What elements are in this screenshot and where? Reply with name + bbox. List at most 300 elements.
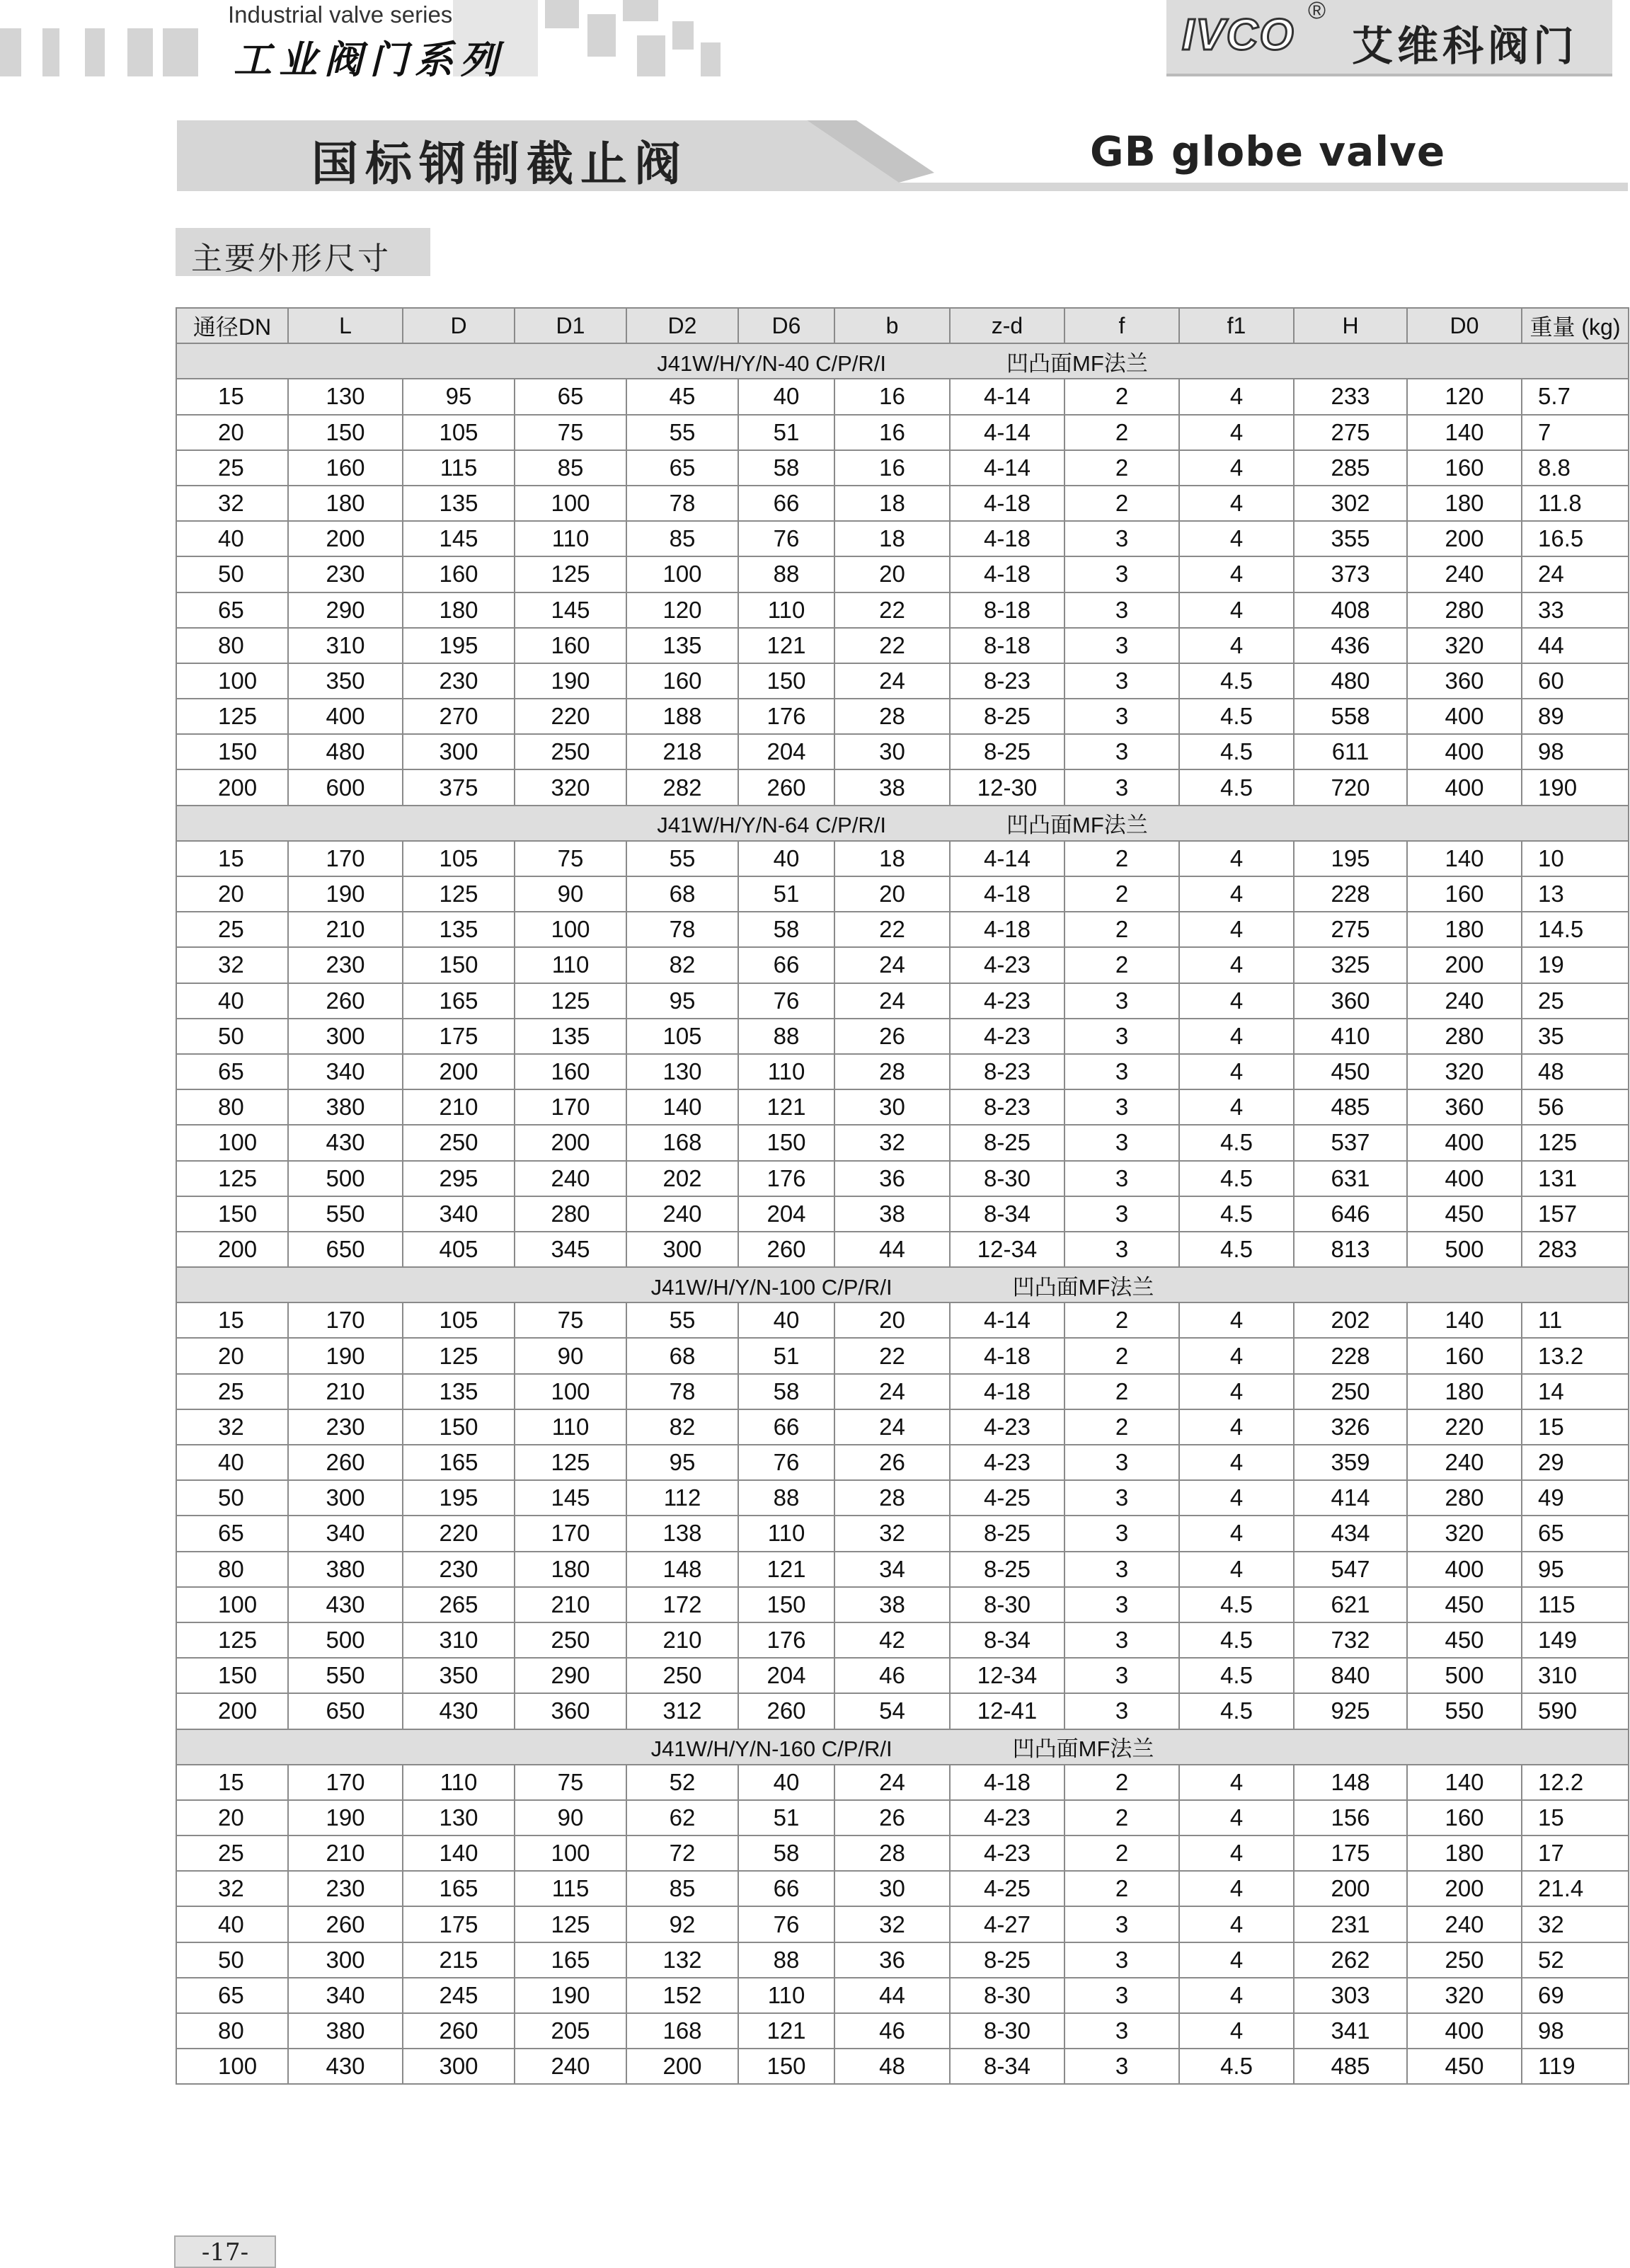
- table-cell: 13: [1522, 876, 1629, 912]
- table-row: [176, 415, 1629, 450]
- group-header-row: [176, 1729, 1629, 1765]
- table-cell: 400: [1407, 1125, 1522, 1160]
- table-cell: 112: [626, 1480, 738, 1516]
- table-cell: 150: [738, 663, 834, 699]
- table-cell: 32: [176, 1871, 288, 1906]
- table-cell: 180: [1407, 912, 1522, 947]
- table-cell: 115: [1522, 1587, 1629, 1622]
- table-cell: 4: [1179, 841, 1294, 876]
- table-cell: 4.5: [1179, 699, 1294, 734]
- table-cell: 240: [515, 2049, 626, 2084]
- table-cell: 2: [1064, 1871, 1179, 1906]
- table-cell: 8-23: [950, 663, 1064, 699]
- page-title-en: GB globe valve: [1090, 127, 1446, 176]
- table-cell: 125: [403, 1338, 515, 1373]
- table-row: [176, 1302, 1629, 1338]
- dimension-table: [176, 307, 1629, 2085]
- table-row: [176, 592, 1629, 628]
- table-row: [176, 1019, 1629, 1054]
- table-cell: 12-41: [950, 1693, 1064, 1729]
- table-cell: 66: [738, 947, 834, 983]
- column-header: 通径DN: [176, 308, 288, 343]
- table-cell: 76: [738, 983, 834, 1019]
- table-row: [176, 1232, 1629, 1267]
- table-cell: 110: [515, 521, 626, 556]
- table-cell: 38: [834, 1587, 950, 1622]
- table-cell: 55: [626, 841, 738, 876]
- table-cell: 4.5: [1179, 1161, 1294, 1196]
- table-cell: 119: [1522, 2049, 1629, 2084]
- table-cell: 3: [1064, 1054, 1179, 1089]
- table-cell: 150: [176, 1196, 288, 1232]
- table-cell: 148: [626, 1552, 738, 1587]
- table-cell: 157: [1522, 1196, 1629, 1232]
- table-cell: 3: [1064, 1622, 1179, 1658]
- table-row: [176, 1552, 1629, 1587]
- table-cell: 480: [288, 734, 403, 769]
- table-cell: 160: [403, 556, 515, 592]
- table-cell: 220: [515, 699, 626, 734]
- table-cell: 320: [1407, 1516, 1522, 1551]
- table-cell: 100: [515, 486, 626, 521]
- table-cell: 76: [738, 1906, 834, 1942]
- column-header: L: [288, 308, 403, 343]
- table-cell: 4-18: [950, 1374, 1064, 1409]
- table-row: [176, 1906, 1629, 1942]
- group-header-row: [176, 343, 1629, 379]
- table-cell: 150: [738, 1125, 834, 1160]
- table-row: [176, 1658, 1629, 1693]
- table-cell: 190: [288, 1800, 403, 1835]
- table-cell: 4-14: [950, 415, 1064, 450]
- table-cell: 25: [1522, 983, 1629, 1019]
- table-cell: 340: [403, 1196, 515, 1232]
- table-cell: 345: [515, 1232, 626, 1267]
- table-cell: 262: [1294, 1942, 1407, 1978]
- group-header-cell: [176, 806, 1629, 841]
- table-cell: 135: [626, 628, 738, 663]
- table-cell: 215: [403, 1942, 515, 1978]
- registered-mark: ®: [1308, 0, 1326, 24]
- table-cell: 24: [834, 663, 950, 699]
- table-cell: 8-18: [950, 628, 1064, 663]
- table-cell: 26: [834, 1019, 950, 1054]
- table-cell: 12-34: [950, 1658, 1064, 1693]
- table-cell: 4: [1179, 1480, 1294, 1516]
- page-number: -17-: [201, 2238, 249, 2267]
- table-cell: 4.5: [1179, 1587, 1294, 1622]
- table-cell: 4: [1179, 592, 1294, 628]
- table-cell: 121: [738, 1089, 834, 1125]
- table-cell: 170: [515, 1516, 626, 1551]
- table-cell: 85: [626, 521, 738, 556]
- table-cell: 4-23: [950, 1835, 1064, 1871]
- table-row: [176, 521, 1629, 556]
- table-cell: 72: [626, 1835, 738, 1871]
- table-cell: 260: [288, 983, 403, 1019]
- table-cell: 51: [738, 1800, 834, 1835]
- table-cell: 150: [176, 734, 288, 769]
- table-row: [176, 379, 1629, 414]
- table-cell: 3: [1064, 2049, 1179, 2084]
- table-cell: 131: [1522, 1161, 1629, 1196]
- table-cell: 150: [403, 947, 515, 983]
- table-cell: 58: [738, 1835, 834, 1871]
- table-cell: 120: [626, 592, 738, 628]
- group-model: J41W/H/Y/N-100 C/P/R/I: [650, 1274, 893, 1300]
- table-cell: 4: [1179, 1019, 1294, 1054]
- table-cell: 414: [1294, 1480, 1407, 1516]
- table-cell: 50: [176, 556, 288, 592]
- table-cell: 180: [1407, 1835, 1522, 1871]
- table-cell: 537: [1294, 1125, 1407, 1160]
- table-cell: 4: [1179, 1445, 1294, 1480]
- table-cell: 65: [176, 1516, 288, 1551]
- table-cell: 550: [288, 1658, 403, 1693]
- table-cell: 360: [1407, 1089, 1522, 1125]
- table-cell: 380: [288, 1089, 403, 1125]
- table-row: [176, 769, 1629, 805]
- table-cell: 200: [176, 769, 288, 805]
- table-cell: 4.5: [1179, 1622, 1294, 1658]
- table-cell: 3: [1064, 983, 1179, 1019]
- table-cell: 80: [176, 1089, 288, 1125]
- table-cell: 359: [1294, 1445, 1407, 1480]
- table-cell: 68: [626, 876, 738, 912]
- table-cell: 200: [1407, 521, 1522, 556]
- table-cell: 32: [834, 1906, 950, 1942]
- table-cell: 56: [1522, 1089, 1629, 1125]
- table-cell: 60: [1522, 663, 1629, 699]
- table-cell: 2: [1064, 912, 1179, 947]
- table-cell: 150: [176, 1658, 288, 1693]
- table-cell: 4: [1179, 2013, 1294, 2049]
- table-cell: 100: [176, 663, 288, 699]
- page-title-cn: 国标钢制截止阀: [311, 137, 688, 191]
- table-cell: 51: [738, 415, 834, 450]
- table-cell: 240: [1407, 1906, 1522, 1942]
- table-cell: 65: [176, 592, 288, 628]
- table-cell: 405: [403, 1232, 515, 1267]
- table-cell: 75: [515, 1302, 626, 1338]
- table-cell: 4.5: [1179, 734, 1294, 769]
- column-header: 重量 (kg): [1522, 308, 1629, 343]
- table-cell: 550: [1407, 1693, 1522, 1729]
- table-cell: 4: [1179, 1516, 1294, 1551]
- group-flange: 凹凸面MF法兰: [1006, 350, 1148, 376]
- table-cell: 88: [738, 1942, 834, 1978]
- table-cell: 310: [403, 1622, 515, 1658]
- table-cell: 24: [1522, 556, 1629, 592]
- table-cell: 430: [288, 1125, 403, 1160]
- table-cell: 2: [1064, 1409, 1179, 1445]
- table-cell: 8-30: [950, 2013, 1064, 2049]
- table-cell: 558: [1294, 699, 1407, 734]
- table-cell: 4: [1179, 556, 1294, 592]
- table-cell: 380: [288, 2013, 403, 2049]
- table-cell: 51: [738, 1338, 834, 1373]
- table-cell: 4: [1179, 1871, 1294, 1906]
- table-cell: 36: [834, 1942, 950, 1978]
- table-cell: 4-18: [950, 1765, 1064, 1800]
- table-cell: 195: [403, 628, 515, 663]
- table-cell: 65: [1522, 1516, 1629, 1551]
- table-cell: 30: [834, 1089, 950, 1125]
- table-cell: 2: [1064, 486, 1179, 521]
- table-cell: 3: [1064, 1942, 1179, 1978]
- table-cell: 160: [515, 628, 626, 663]
- table-cell: 205: [515, 2013, 626, 2049]
- table-cell: 2: [1064, 1835, 1179, 1871]
- table-cell: 138: [626, 1516, 738, 1551]
- table-cell: 22: [834, 628, 950, 663]
- table-cell: 98: [1522, 734, 1629, 769]
- table-cell: 380: [288, 1552, 403, 1587]
- table-cell: 8-25: [950, 1125, 1064, 1160]
- table-cell: 400: [1407, 2013, 1522, 2049]
- series-title-cn: 工业阀门系列: [234, 37, 505, 82]
- table-cell: 20: [834, 1302, 950, 1338]
- table-cell: 300: [288, 1019, 403, 1054]
- table-cell: 58: [738, 450, 834, 486]
- table-cell: 33: [1522, 592, 1629, 628]
- table-cell: 4: [1179, 1409, 1294, 1445]
- table-cell: 15: [176, 1302, 288, 1338]
- table-cell: 176: [738, 1161, 834, 1196]
- table-cell: 4: [1179, 628, 1294, 663]
- table-cell: 231: [1294, 1906, 1407, 1942]
- table-cell: 4: [1179, 521, 1294, 556]
- table-cell: 340: [288, 1516, 403, 1551]
- table-cell: 200: [1294, 1871, 1407, 1906]
- table-cell: 260: [288, 1445, 403, 1480]
- table-cell: 172: [626, 1587, 738, 1622]
- table-cell: 28: [834, 1054, 950, 1089]
- table-cell: 200: [176, 1693, 288, 1729]
- table-cell: 200: [626, 2049, 738, 2084]
- table-cell: 4-23: [950, 947, 1064, 983]
- table-cell: 4: [1179, 486, 1294, 521]
- table-cell: 90: [515, 1800, 626, 1835]
- table-cell: 350: [288, 663, 403, 699]
- table-cell: 373: [1294, 556, 1407, 592]
- table-cell: 4: [1179, 1089, 1294, 1125]
- table-cell: 18: [834, 486, 950, 521]
- table-cell: 4: [1179, 379, 1294, 414]
- table-cell: 130: [626, 1054, 738, 1089]
- table-cell: 3: [1064, 1552, 1179, 1587]
- table-cell: 32: [834, 1516, 950, 1551]
- table-cell: 3: [1064, 663, 1179, 699]
- table-cell: 160: [515, 1054, 626, 1089]
- table-cell: 35: [1522, 1019, 1629, 1054]
- table-cell: 230: [288, 1871, 403, 1906]
- table-cell: 49: [1522, 1480, 1629, 1516]
- table-cell: 300: [288, 1480, 403, 1516]
- table-cell: 190: [515, 1978, 626, 2013]
- table-cell: 29: [1522, 1445, 1629, 1480]
- table-cell: 500: [1407, 1232, 1522, 1267]
- table-cell: 62: [626, 1800, 738, 1835]
- table-row: [176, 1942, 1629, 1978]
- table-cell: 4.5: [1179, 1196, 1294, 1232]
- table-cell: 66: [738, 1409, 834, 1445]
- table-cell: 240: [1407, 556, 1522, 592]
- table-cell: 4: [1179, 947, 1294, 983]
- table-cell: 3: [1064, 699, 1179, 734]
- group-model: J41W/H/Y/N-40 C/P/R/I: [657, 350, 887, 376]
- table-cell: 52: [1522, 1942, 1629, 1978]
- table-cell: 4-18: [950, 556, 1064, 592]
- table-cell: 40: [738, 1302, 834, 1338]
- table-cell: 45: [626, 379, 738, 414]
- table-cell: 100: [176, 1125, 288, 1160]
- table-cell: 360: [515, 1693, 626, 1729]
- table-cell: 32: [176, 1409, 288, 1445]
- table-cell: 135: [515, 1019, 626, 1054]
- table-cell: 160: [288, 450, 403, 486]
- table-cell: 140: [1407, 415, 1522, 450]
- table-cell: 55: [626, 1302, 738, 1338]
- table-cell: 165: [403, 983, 515, 1019]
- table-cell: 95: [1522, 1552, 1629, 1587]
- table-cell: 2: [1064, 1800, 1179, 1835]
- table-cell: 140: [403, 1835, 515, 1871]
- table-cell: 4: [1179, 1552, 1294, 1587]
- table-cell: 44: [1522, 628, 1629, 663]
- table-row: [176, 663, 1629, 699]
- table-cell: 310: [288, 628, 403, 663]
- table-cell: 408: [1294, 592, 1407, 628]
- table-cell: 285: [1294, 450, 1407, 486]
- table-cell: 230: [403, 1552, 515, 1587]
- table-cell: 4: [1179, 1835, 1294, 1871]
- table-cell: 3: [1064, 1978, 1179, 2013]
- table-cell: 4-14: [950, 841, 1064, 876]
- table-cell: 3: [1064, 1516, 1179, 1551]
- table-cell: 78: [626, 1374, 738, 1409]
- table-cell: 204: [738, 1196, 834, 1232]
- column-header: D0: [1407, 308, 1522, 343]
- table-cell: 4: [1179, 1765, 1294, 1800]
- table-cell: 180: [515, 1552, 626, 1587]
- table-cell: 450: [1294, 1054, 1407, 1089]
- table-cell: 500: [288, 1622, 403, 1658]
- table-cell: 125: [403, 876, 515, 912]
- group-model: J41W/H/Y/N-64 C/P/R/I: [657, 813, 887, 838]
- table-cell: 168: [626, 1125, 738, 1160]
- table-cell: 4.5: [1179, 1125, 1294, 1160]
- column-header: D: [403, 308, 515, 343]
- table-cell: 54: [834, 1693, 950, 1729]
- table-cell: 228: [1294, 876, 1407, 912]
- table-cell: 233: [1294, 379, 1407, 414]
- table-cell: 180: [1407, 486, 1522, 521]
- table-cell: 4-18: [950, 876, 1064, 912]
- table-cell: 310: [1522, 1658, 1629, 1693]
- table-cell: 10: [1522, 841, 1629, 876]
- table-cell: 720: [1294, 769, 1407, 805]
- table-cell: 150: [738, 2049, 834, 2084]
- table-cell: 148: [1294, 1765, 1407, 1800]
- table-row: [176, 486, 1629, 521]
- table-cell: 200: [1407, 1871, 1522, 1906]
- table-cell: 88: [738, 1019, 834, 1054]
- table-cell: 20: [834, 876, 950, 912]
- group-header-cell: [176, 1267, 1629, 1302]
- table-cell: 80: [176, 1552, 288, 1587]
- table-cell: 50: [176, 1480, 288, 1516]
- table-cell: 165: [403, 1445, 515, 1480]
- table-cell: 275: [1294, 415, 1407, 450]
- table-cell: 15: [176, 841, 288, 876]
- table-cell: 2: [1064, 450, 1179, 486]
- table-cell: 2: [1064, 947, 1179, 983]
- table-cell: 4: [1179, 912, 1294, 947]
- table-row: [176, 1196, 1629, 1232]
- table-cell: 48: [1522, 1054, 1629, 1089]
- table-cell: 110: [738, 1516, 834, 1551]
- table-cell: 4.5: [1179, 1232, 1294, 1267]
- table-cell: 13.2: [1522, 1338, 1629, 1373]
- table-cell: 150: [738, 1587, 834, 1622]
- table-cell: 840: [1294, 1658, 1407, 1693]
- table-cell: 11.8: [1522, 486, 1629, 521]
- table-cell: 4: [1179, 876, 1294, 912]
- table-cell: 140: [1407, 1765, 1522, 1800]
- table-cell: 110: [738, 1978, 834, 2013]
- table-cell: 175: [403, 1019, 515, 1054]
- table-cell: 650: [288, 1232, 403, 1267]
- table-cell: 25: [176, 912, 288, 947]
- table-cell: 8-25: [950, 1942, 1064, 1978]
- table-cell: 4: [1179, 1906, 1294, 1942]
- series-title-en: Industrial valve series: [228, 1, 453, 28]
- table-cell: 8-34: [950, 2049, 1064, 2084]
- table-cell: 295: [403, 1161, 515, 1196]
- table-cell: 100: [626, 556, 738, 592]
- table-cell: 48: [834, 2049, 950, 2084]
- table-cell: 65: [176, 1054, 288, 1089]
- table-cell: 195: [403, 1480, 515, 1516]
- table-cell: 611: [1294, 734, 1407, 769]
- table-row: [176, 1871, 1629, 1906]
- table-row: [176, 628, 1629, 663]
- column-header: D1: [515, 308, 626, 343]
- table-cell: 210: [288, 912, 403, 947]
- table-cell: 32: [176, 486, 288, 521]
- table-cell: 50: [176, 1942, 288, 1978]
- table-cell: 125: [1522, 1125, 1629, 1160]
- table-cell: 135: [403, 912, 515, 947]
- column-header: D6: [738, 308, 834, 343]
- table-cell: 170: [288, 1765, 403, 1800]
- table-cell: 46: [834, 2013, 950, 2049]
- table-cell: 4-23: [950, 1019, 1064, 1054]
- table-cell: 58: [738, 912, 834, 947]
- table-cell: 500: [288, 1161, 403, 1196]
- table-cell: 80: [176, 628, 288, 663]
- table-cell: 4-18: [950, 1338, 1064, 1373]
- table-cell: 12-30: [950, 769, 1064, 805]
- table-cell: 300: [403, 2049, 515, 2084]
- table-cell: 4: [1179, 450, 1294, 486]
- table-cell: 650: [288, 1693, 403, 1729]
- group-flange: 凹凸面MF法兰: [1006, 813, 1148, 838]
- table-cell: 82: [626, 947, 738, 983]
- table-cell: 250: [515, 734, 626, 769]
- table-cell: 300: [288, 1942, 403, 1978]
